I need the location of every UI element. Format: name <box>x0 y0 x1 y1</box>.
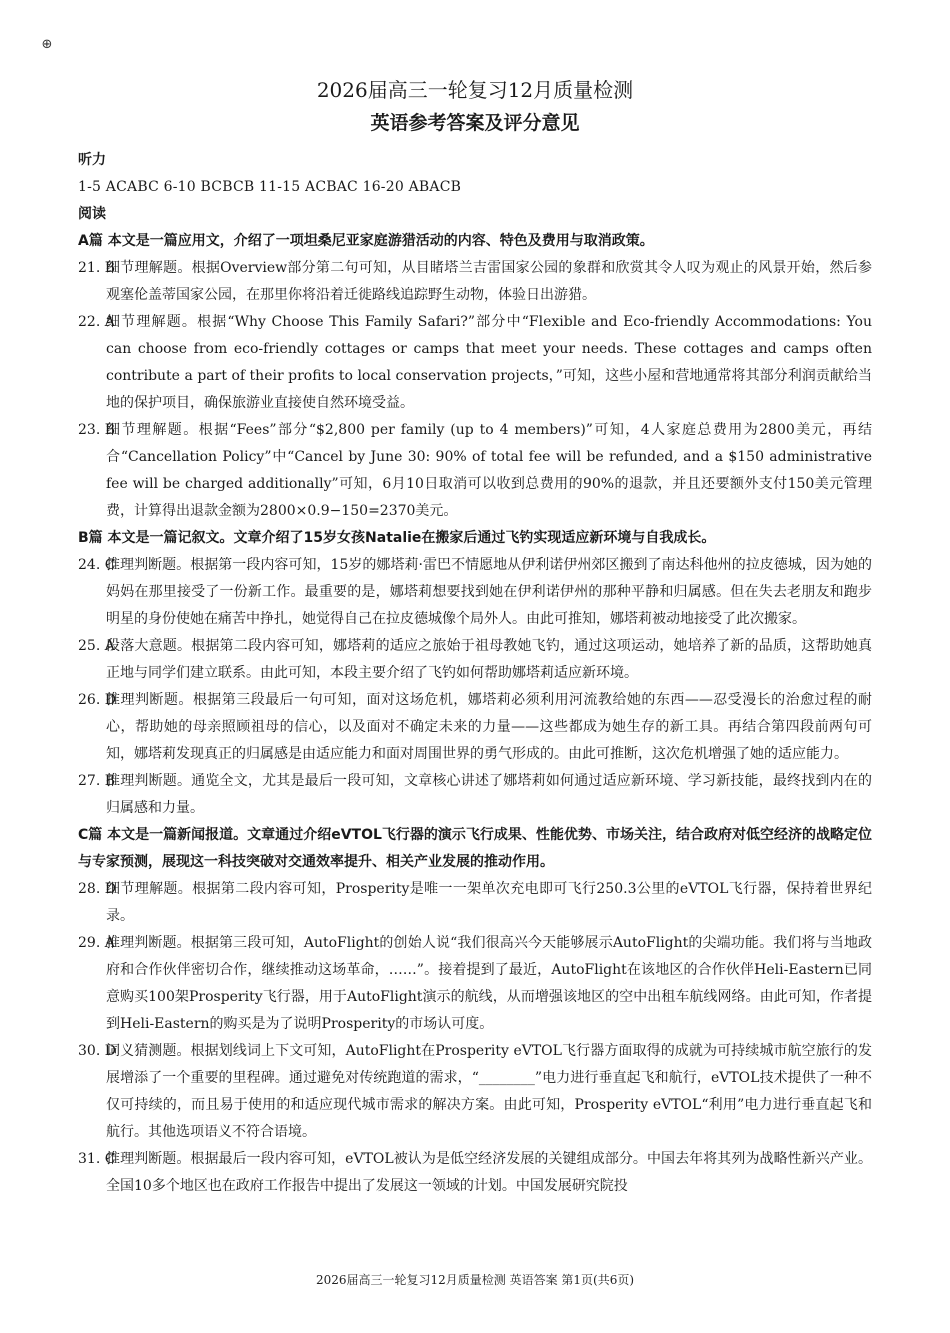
answer-item <box>78 309 872 417</box>
section-intro: B篇 本文是一篇记叙文。文章介绍了15岁女孩Natalie在搬家后通过飞钓实现适应新环境与自我成长。 <box>78 530 716 546</box>
answer-number: 28. D <box>78 881 116 897</box>
answer-explanation: 推理判断题。根据最后一段内容可知，eVTOL被认为是低空经济发展的关键组成部分。中国去年将其列为战略性新兴产业。全国10多个地区也在政府工作报告中提出了发展这一领域的计划。中国发展研究院投 <box>106 1151 872 1194</box>
answer-explanation: 推理判断题。根据第三段可知，AutoFlight的创始人说“我们很高兴今天能够展示AutoFlight的尖端功能。我们将与当地政府和合作伙伴密切合作，继续推动这场革命，……”。接着提到了最近，AutoFlight在该地区的合作伙伴Heli-Eastern已同意购买100架Prosperity飞行器，用于AutoFlight演示的航线，从而增强该地区的空中出租车航线网络。由此可知，作者提到Heli-Eastern的购买是为了说明Prosperity的市场认可度。 <box>106 935 872 1032</box>
answer-number: 22. A <box>78 314 115 330</box>
reading-section-c <box>78 822 872 1200</box>
page-title: 2026届高三一轮复习12月质量检测 <box>316 78 634 102</box>
listening-answers: 1-5 ACABC 6-10 BCBCB 11-15 ACBAC 16-20 ABACB <box>78 179 462 195</box>
answer-item <box>78 687 872 768</box>
answer-number: 31. C <box>78 1151 116 1167</box>
answer-item <box>78 930 872 1038</box>
answer-explanation: 细节理解题。根据“Fees”部分“$2,800 per family (up to 4 members)”可知，4人家庭总费用为2800美元，再结合“Cancellation Policy”中“Cancel by June 30: 90% of total fee will be refunded, and a $150 administrative fee will be charged additionally”可知，6月10日取消可以收到总费用的90%的退款，并且还要额外支付150美元管理费，计算得出退款金额为2800×0.9−150=2370美元。 <box>106 422 872 519</box>
answer-item <box>78 1038 872 1146</box>
answer-item <box>78 633 872 687</box>
answer-explanation: 词义猜测题。根据划线词上下文可知，AutoFlight在Prosperity eVTOL飞行器方面取得的成就为可持续城市航空旅行的发展增添了一个重要的里程碑。通过避免对传统跑道的需求，“________”电力进行垂直起飞和航行，eVTOL技术提供了一种不仅可持续的，而且易于使用的和适应现代城市需求的解决方案。由此可知，Prosperity eVTOL“利用”电力进行垂直起飞和航行。其他选项语义不符合语境。 <box>106 1043 872 1140</box>
answer-number: 26. D <box>78 692 116 708</box>
answer-explanation: 推理判断题。通览全文，尤其是最后一段可知，文章核心讲述了娜塔莉如何通过适应新环境、学习新技能，最终找到内在的归属感和力量。 <box>106 773 872 816</box>
answer-item <box>78 768 872 822</box>
answer-number: 27. B <box>78 773 116 789</box>
reading-section-b <box>78 525 872 822</box>
answer-explanation: 细节理解题。根据Overview部分第二句可知，从目睹塔兰吉雷国家公园的象群和欣赏其令人叹为观止的风景开始，然后参观塞伦盖蒂国家公园，在那里你将沿着迁徙路线追踪野生动物，体验日出游猎。 <box>106 260 872 303</box>
corner-mark-icon: ⊕ <box>41 37 53 52</box>
answer-explanation: 推理判断题。根据第一段内容可知，15岁的娜塔莉·雷巴不情愿地从伊利诺伊州郊区搬到了南达科他州的拉皮德城，因为她的妈妈在那里接受了一份新工作。最重要的是，娜塔莉想要找到她在伊利诺伊州的那种平静和归属感。但在失去老朋友和跑步明星的身份使她在痛苦中挣扎，她觉得自己在拉皮德城像个局外人。由此可推知，娜塔莉被动地接受了此次搬家。 <box>106 557 872 627</box>
answer-number: 21. B <box>78 260 116 276</box>
reading-section-a <box>78 228 872 525</box>
answer-item <box>78 552 872 633</box>
answer-number: 29. A <box>78 935 115 951</box>
listening-heading: 听力 <box>78 152 106 168</box>
section-intro: A篇 本文是一篇应用文，介绍了一项坦桑尼亚家庭游猎活动的内容、特色及费用与取消政策。 <box>78 233 654 249</box>
answer-explanation: 推理判断题。根据第三段最后一句可知，面对这场危机，娜塔莉必须利用河流教给她的东西——忍受漫长的治愈过程的耐心，帮助她的母亲照顾祖母的信心，以及面对不确定未来的力量——这些都成为她生存的新工具。再结合第四段前两句可知，娜塔莉发现真正的归属感是由适应能力和面对周围世界的勇气形成的。由此可推断，这次危机增强了她的适应能力。 <box>106 692 872 762</box>
answer-item <box>78 1146 872 1200</box>
answer-explanation: 细节理解题。根据第二段内容可知，Prosperity是唯一一架单次充电即可飞行250.3公里的eVTOL飞行器，保持着世界纪录。 <box>106 881 872 924</box>
answer-number: 30. D <box>78 1043 116 1059</box>
answer-sheet <box>78 76 872 1200</box>
page-footer: 2026届高三一轮复习12月质量检测 英语答案 第1页(共6页) <box>315 1273 635 1287</box>
answer-number: 25. A <box>78 638 115 654</box>
answer-explanation: 段落大意题。根据第二段内容可知，娜塔莉的适应之旅始于祖母教她飞钓，通过这项运动，她培养了新的品质，这帮助她真正地与同学们建立联系。由此可知，本段主要介绍了飞钓如何帮助娜塔莉适应新环境。 <box>106 638 872 681</box>
answer-explanation: 细节理解题。根据“Why Choose This Family Safari?”部分中“Flexible and Eco-friendly Accommodations: You can choose from eco-friendly cottages or camps that meet your needs. These cottages and camps often contribute a part of their profits to local conservation projects，”可知，这些小屋和营地通常将其部分利润贡献给当地的保护项目，确保旅游业直接使自然环境受益。 <box>106 314 872 411</box>
section-intro: C篇 本文是一篇新闻报道。文章通过介绍eVTOL飞行器的演示飞行成果、性能优势、市场关注，结合政府对低空经济的战略定位与专家预测，展现这一科技突破对交通效率提升、相关产业发展的推动作用。 <box>78 827 872 870</box>
answer-number: 23. B <box>78 422 116 438</box>
answer-item <box>78 255 872 309</box>
reading-heading: 阅读 <box>78 206 106 222</box>
answer-number: 24. C <box>78 557 116 573</box>
answer-item <box>78 876 872 930</box>
answer-item <box>78 417 872 525</box>
page-subtitle: 英语参考答案及评分意见 <box>370 112 580 134</box>
